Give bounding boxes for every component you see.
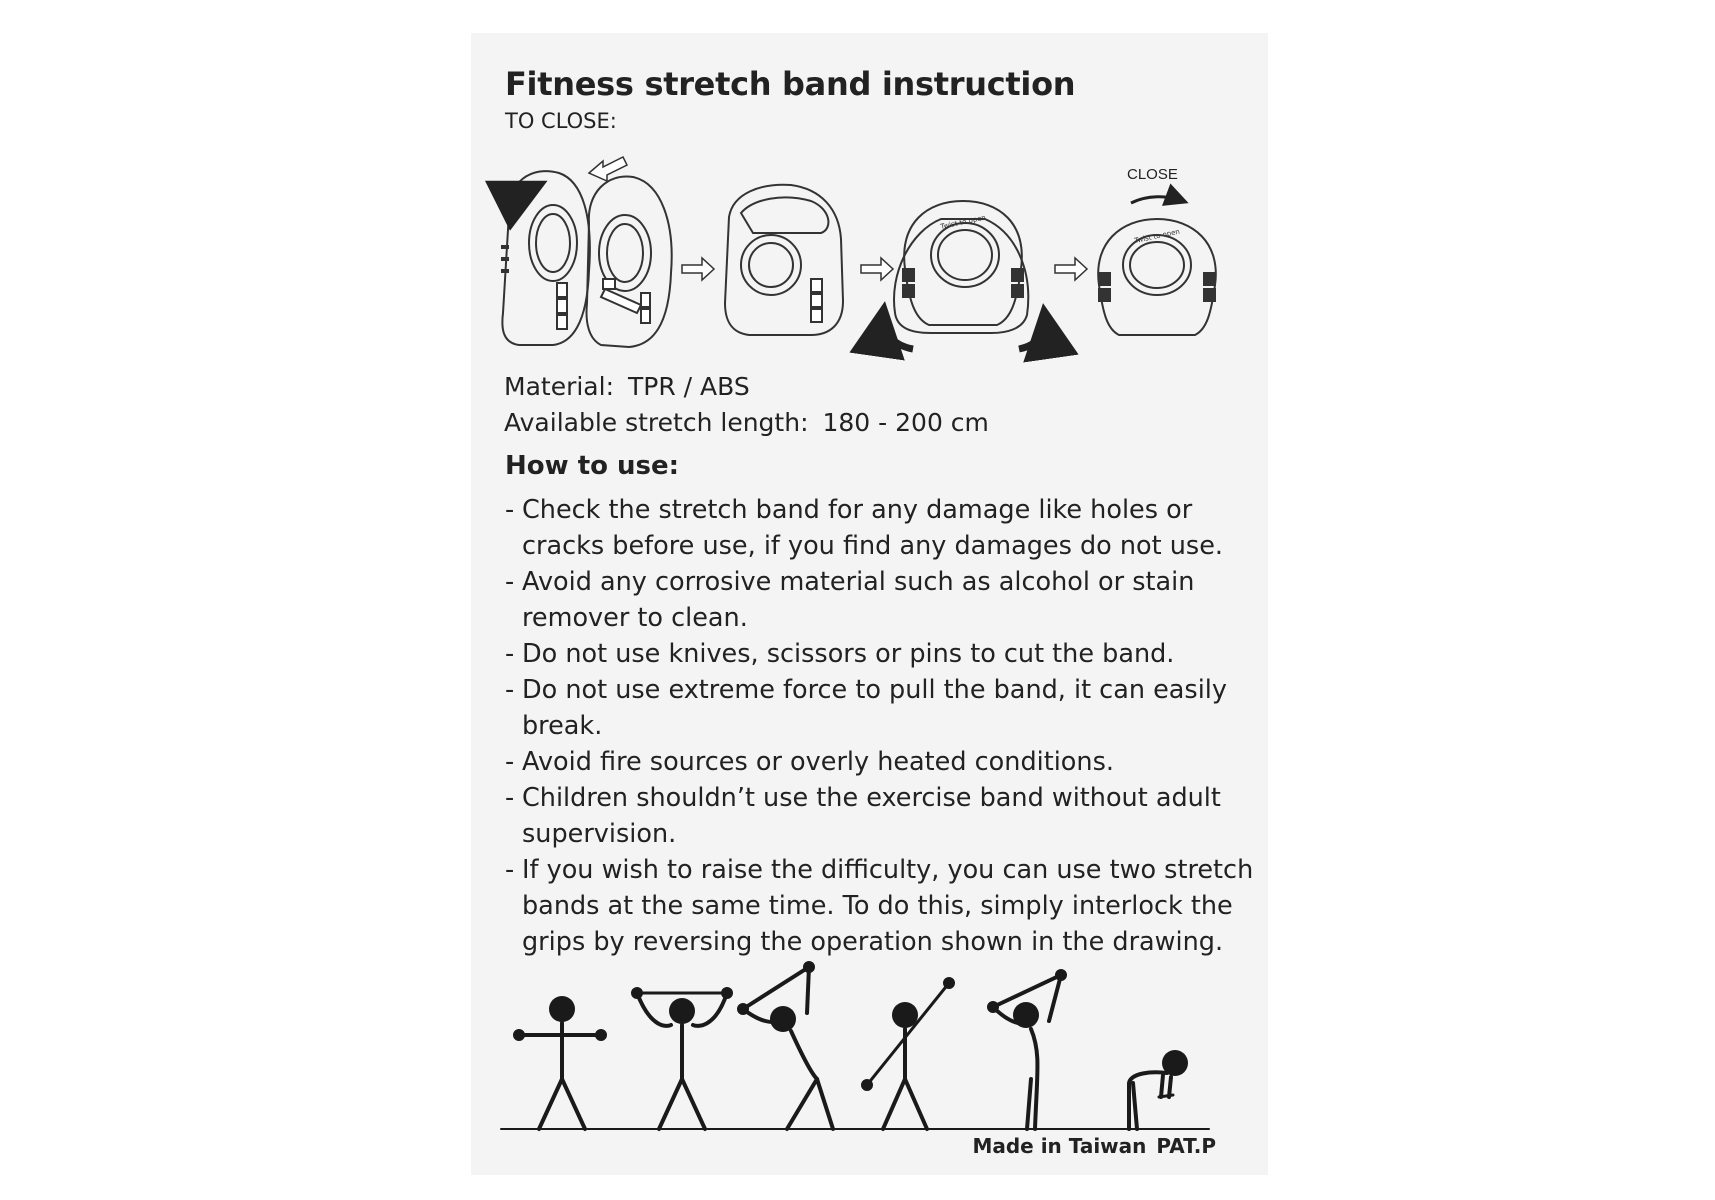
grip-stacked-illustration [725, 185, 843, 335]
figure-band-overhead [633, 989, 731, 1129]
close-label: CLOSE [1127, 166, 1178, 183]
sheet-title: Fitness stretch band instruction [505, 65, 1076, 103]
figure-side-stretch [739, 963, 833, 1129]
grip-right-illustration [587, 176, 672, 347]
close-arrow-icon [1131, 197, 1183, 203]
usage-rule: - If you wish to raise the difficulty, you can use two stretch bands at the same time. To do this, simply interlock the grips by reversing the operation shown in the drawing. [505, 852, 1265, 960]
how-to-use-heading: How to use: [505, 451, 680, 481]
usage-rule: - Avoid any corrosive material such as alcohol or stain remover to clean. [505, 564, 1265, 636]
usage-rule: - Do not use extreme force to pull the band, it can easily break. [505, 672, 1265, 744]
figure-bend-stretch [989, 971, 1065, 1129]
usage-rule: - Do not use knives, scissors or pins to cut the band. [505, 636, 1265, 672]
material-label: Material: [504, 372, 614, 401]
material-spec [504, 372, 750, 401]
grip-text: Twist to open [939, 213, 987, 231]
usage-rule: - Children shouldn’t use the exercise band without adult supervision. [505, 780, 1265, 852]
instruction-sheet [471, 33, 1268, 1175]
stretch-length-label: Available stretch length: [504, 408, 809, 437]
stretch-length-spec [504, 408, 989, 437]
process-arrow-icon [682, 258, 714, 280]
figure-arms-out [515, 996, 605, 1129]
usage-rules-list [505, 492, 1265, 960]
footer [972, 1134, 1216, 1158]
process-arrow-icon [1055, 258, 1087, 280]
figure-forward-bend [1129, 1050, 1188, 1129]
usage-rule: - Avoid fire sources or overly heated conditions. [505, 744, 1265, 780]
patent-text: PAT.P [1156, 1134, 1216, 1158]
closing-steps-diagram [471, 33, 1268, 363]
usage-rule: - Check the stretch band for any damage like holes or cracks before use, if you find any damages do not use. [505, 492, 1265, 564]
grip-text: Twist to open [1133, 227, 1181, 245]
process-arrow-icon [861, 258, 893, 280]
to-close-label: TO CLOSE: [505, 109, 617, 133]
material-value: TPR / ABS [628, 372, 750, 401]
origin-text: Made in Taiwan [972, 1134, 1147, 1158]
stretch-length-value: 180 - 200 cm [822, 408, 989, 437]
figure-diagonal-pull [863, 979, 953, 1129]
